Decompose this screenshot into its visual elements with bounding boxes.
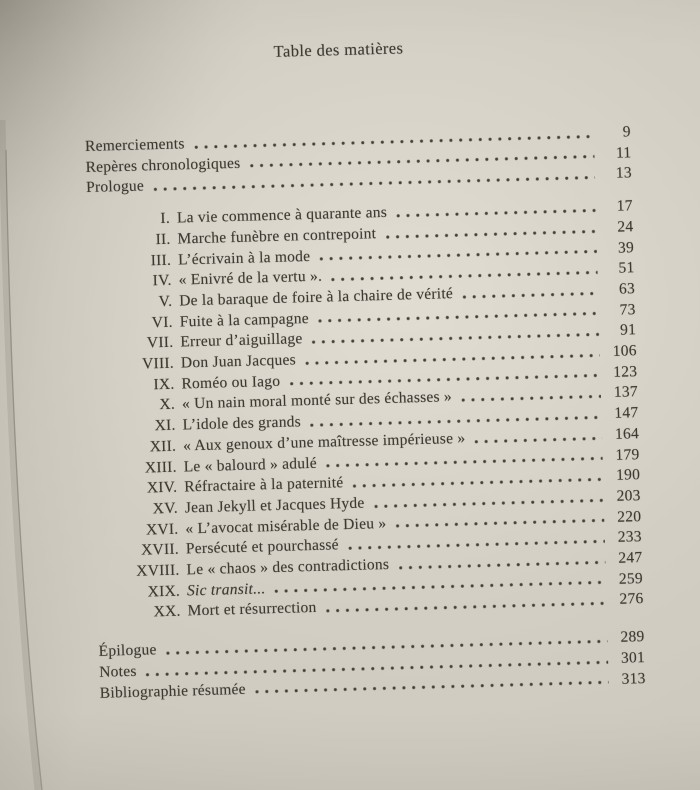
entry-title: Réfractaire à la paternité: [184, 474, 344, 496]
entry-title: Erreur d’aiguillage: [180, 330, 303, 351]
page-number: 147: [614, 404, 639, 422]
page-number: 259: [618, 569, 644, 588]
entry-title: Repères chronologiques: [85, 154, 241, 176]
page-number: 13: [615, 164, 633, 183]
entry-title: Le « chaos » des contradictions: [186, 556, 390, 579]
entry-title: Prologue: [85, 177, 145, 197]
chapter-numeral: IX.: [153, 375, 175, 393]
page-number: 63: [618, 280, 636, 298]
page-number: 203: [616, 487, 641, 505]
entry-title: Marche funèbre en contrepoint: [177, 224, 377, 248]
chapter-numeral: IV.: [152, 271, 172, 290]
entry-title: « Enivré de la vertu ».: [178, 267, 323, 289]
chapter-numeral: XIV.: [146, 478, 178, 497]
chapter-numeral: XVII.: [140, 540, 180, 560]
page-number: 179: [615, 445, 640, 464]
front-matter-list: [51, 122, 632, 200]
entry-title: Mort et résurrection: [187, 599, 317, 620]
chapter-numeral: I.: [160, 209, 171, 228]
entry-title: De la baraque de foire à la chaire de vérité: [178, 285, 454, 310]
entry-title: La vie commence à quarante ans: [176, 203, 388, 227]
entry-title: « L’avocat misérable de Dieu »: [185, 514, 387, 538]
chapter-numeral: X.: [159, 396, 176, 414]
entry-title: « Un nain moral monté sur des échasses »: [181, 388, 453, 413]
chapter-numeral: XII.: [149, 437, 177, 456]
chapter-numeral: VI.: [151, 313, 174, 331]
chapter-numeral: VIII.: [141, 354, 175, 373]
back-matter-list: [64, 627, 645, 705]
entry-title: Jean Jekyll et Jacques Hyde: [184, 494, 365, 517]
page-number: 73: [619, 300, 636, 319]
page-title: Table des matières: [273, 38, 404, 61]
page-number: 123: [613, 362, 638, 381]
page-number: 39: [617, 238, 635, 257]
entry-title: Le « balourd » adulé: [183, 454, 318, 476]
page-number: 11: [615, 143, 632, 162]
entry-title: Sic transit...: [186, 580, 266, 600]
chapter-numeral: V.: [158, 292, 173, 311]
entry-title: Bibliographie résumée: [99, 680, 246, 702]
page-number: 220: [616, 507, 642, 526]
chapter-numeral: III.: [150, 251, 172, 269]
chapter-numeral: XV.: [152, 499, 179, 518]
page-number: 276: [619, 590, 644, 609]
page-number: 301: [620, 648, 646, 667]
page-number: 247: [618, 549, 643, 567]
entry-title: Épilogue: [98, 641, 157, 661]
entry-title: L’idole des grands: [182, 413, 302, 434]
page-number: 24: [617, 218, 634, 236]
page-number: 51: [618, 259, 635, 277]
page-number: 289: [620, 628, 645, 646]
entry-title: Roméo ou Iago: [181, 372, 281, 393]
entry-title: Remerciements: [84, 135, 185, 156]
entry-title: Notes: [99, 662, 137, 681]
chapter-numeral: XI.: [154, 416, 176, 435]
entry-title: L’écrivain à la mode: [177, 247, 311, 269]
entry-title: Fuite à la campagne: [179, 309, 310, 331]
page-number: 9: [622, 123, 632, 141]
table-of-contents: [48, 32, 646, 705]
page-number: 313: [621, 669, 646, 688]
page-number: 190: [615, 466, 641, 485]
entry-title: Persécuté et pourchassé: [185, 536, 340, 558]
page-number: 233: [617, 528, 643, 547]
page-number: 17: [616, 197, 634, 215]
chapter-numeral: XIX.: [147, 582, 181, 601]
chapter-numeral: XIII.: [144, 458, 177, 477]
page-number: 137: [613, 383, 639, 402]
entry-title: « Aux genoux d’une maîtresse impérieuse »: [182, 429, 466, 455]
chapter-list: [53, 196, 644, 626]
page-number: 164: [614, 424, 640, 443]
page-number: 91: [619, 321, 637, 339]
chapter-numeral: VII.: [146, 334, 174, 352]
chapter-numeral: XVI.: [145, 520, 179, 539]
entry-title: Don Juan Jacques: [180, 351, 297, 372]
page-number: 106: [612, 342, 637, 360]
chapter-numeral: XVIII.: [136, 561, 180, 580]
chapter-numeral: XX.: [153, 603, 181, 621]
chapter-numeral: II.: [155, 230, 171, 248]
